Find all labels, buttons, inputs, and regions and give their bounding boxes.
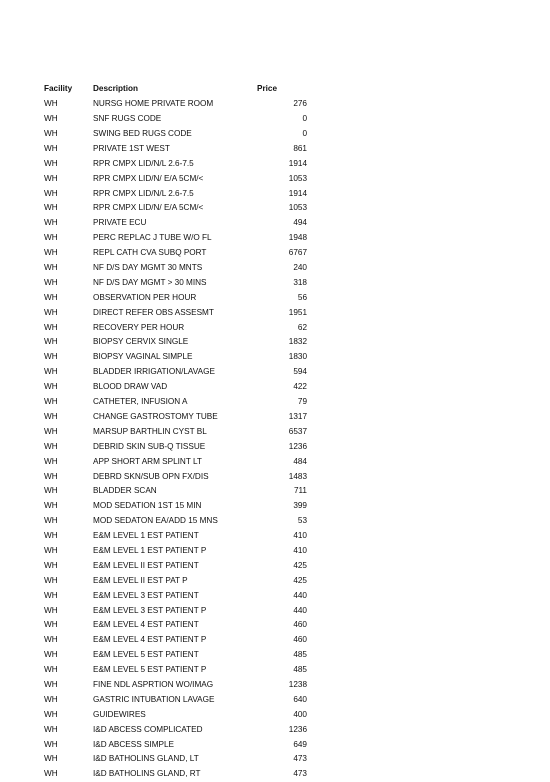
price-cell: 1053 — [288, 203, 307, 213]
price-cell: 1236 — [288, 724, 307, 734]
price-cell: 473 — [293, 754, 307, 764]
table-row — [44, 603, 307, 618]
table-row — [44, 290, 307, 305]
table-row — [44, 305, 307, 320]
description-cell: E&M LEVEL 4 EST PATIENT P — [93, 635, 207, 645]
price-header: Price — [257, 84, 278, 94]
table-row — [44, 231, 307, 246]
table-row — [44, 186, 307, 201]
description-cell: APP SHORT ARM SPLINT LT — [93, 456, 202, 466]
description-cell: E&M LEVEL 3 EST PATIENT — [93, 590, 199, 600]
facility-cell: WH — [44, 501, 58, 511]
facility-cell: WH — [44, 709, 58, 719]
price-cell: 6537 — [288, 426, 307, 436]
facility-cell: WH — [44, 263, 58, 273]
table-row — [44, 127, 307, 142]
price-cell: 484 — [293, 456, 307, 466]
price-table — [44, 82, 307, 782]
facility-cell: WH — [44, 531, 58, 541]
price-cell: 440 — [293, 590, 307, 600]
price-cell: 410 — [293, 531, 307, 541]
price-cell: 53 — [297, 516, 307, 526]
price-cell: 1236 — [288, 441, 307, 451]
description-cell: MOD SEDATON EA/ADD 15 MNS — [93, 516, 218, 526]
table-row — [44, 439, 307, 454]
price-cell: 79 — [297, 397, 307, 407]
facility-cell: WH — [44, 99, 58, 109]
description-header: Description — [93, 84, 139, 94]
table-row — [44, 544, 307, 559]
facility-cell: WH — [44, 754, 58, 764]
table-row — [44, 276, 307, 291]
price-cell: 6767 — [288, 248, 307, 258]
table-row — [44, 559, 307, 574]
facility-cell: WH — [44, 397, 58, 407]
table-row — [44, 693, 307, 708]
facility-cell: WH — [44, 411, 58, 421]
description-cell: SNF RUGS CODE — [93, 114, 162, 124]
facility-cell: WH — [44, 575, 58, 585]
price-cell: 460 — [293, 620, 307, 630]
facility-header: Facility — [44, 84, 73, 94]
facility-cell: WH — [44, 129, 58, 139]
description-cell: PERC REPLAC J TUBE W/O FL — [93, 233, 212, 243]
description-cell: NF D/S DAY MGMT 30 MNTS — [93, 263, 203, 273]
description-cell: RPR CMPX LID/N/ E/A 5CM/< — [93, 203, 204, 213]
facility-cell: WH — [44, 545, 58, 555]
table-row — [44, 142, 307, 157]
table-row — [44, 424, 307, 439]
description-cell: MARSUP BARTHLIN CYST BL — [93, 426, 207, 436]
description-cell: GASTRIC INTUBATION LAVAGE — [93, 694, 215, 704]
price-cell: 440 — [293, 605, 307, 615]
price-cell: 400 — [293, 709, 307, 719]
description-cell: SWING BED RUGS CODE — [93, 129, 192, 139]
description-cell: I&D ABCESS SIMPLE — [93, 739, 174, 749]
description-cell: PRIVATE ECU — [93, 218, 147, 228]
table-row — [44, 752, 307, 767]
description-cell: CHANGE GASTROSTOMY TUBE — [93, 411, 218, 421]
table-row — [44, 529, 307, 544]
price-cell: 56 — [297, 292, 307, 302]
facility-cell: WH — [44, 635, 58, 645]
price-cell: 1914 — [288, 158, 307, 168]
table-row — [44, 380, 307, 395]
description-cell: RPR CMPX LID/N/L 2.6-7.5 — [93, 158, 194, 168]
facility-cell: WH — [44, 679, 58, 689]
table-row — [44, 454, 307, 469]
price-cell: 422 — [293, 382, 307, 392]
price-cell: 0 — [302, 129, 307, 139]
price-cell: 1914 — [288, 188, 307, 198]
facility-cell: WH — [44, 173, 58, 183]
table-row — [44, 573, 307, 588]
price-cell: 640 — [293, 694, 307, 704]
facility-cell: WH — [44, 486, 58, 496]
facility-cell: WH — [44, 739, 58, 749]
description-cell: OBSERVATION PER HOUR — [93, 292, 197, 302]
price-cell: 1238 — [288, 679, 307, 689]
facility-cell: WH — [44, 620, 58, 630]
facility-cell: WH — [44, 590, 58, 600]
price-cell: 62 — [297, 322, 307, 332]
facility-cell: WH — [44, 605, 58, 615]
table-row — [44, 737, 307, 752]
price-cell: 594 — [293, 367, 307, 377]
price-cell: 318 — [293, 277, 307, 287]
price-cell: 1317 — [288, 411, 307, 421]
table-row — [44, 588, 307, 603]
description-cell: E&M LEVEL 3 EST PATIENT P — [93, 605, 207, 615]
price-cell: 240 — [293, 263, 307, 273]
facility-cell: WH — [44, 352, 58, 362]
table-row — [44, 633, 307, 648]
description-cell: NURSG HOME PRIVATE ROOM — [93, 99, 214, 109]
price-cell: 1948 — [288, 233, 307, 243]
price-cell: 460 — [293, 635, 307, 645]
table-row — [44, 499, 307, 514]
description-cell: I&D BATHOLINS GLAND, RT — [93, 769, 201, 779]
facility-cell: WH — [44, 724, 58, 734]
description-cell: E&M LEVEL 5 EST PATIENT — [93, 650, 199, 660]
price-cell: 1483 — [288, 471, 307, 481]
table-row — [44, 484, 307, 499]
price-cell: 276 — [293, 99, 307, 109]
facility-cell: WH — [44, 143, 58, 153]
price-cell: 0 — [302, 114, 307, 124]
description-cell: E&M LEVEL 4 EST PATIENT — [93, 620, 199, 630]
description-cell: BIOPSY CERVIX SINGLE — [93, 337, 189, 347]
header-row — [44, 82, 307, 97]
table-row — [44, 395, 307, 410]
table-row — [44, 112, 307, 127]
table-row — [44, 707, 307, 722]
table-row — [44, 648, 307, 663]
facility-cell: WH — [44, 694, 58, 704]
facility-cell: WH — [44, 516, 58, 526]
table-row — [44, 246, 307, 261]
description-cell: RECOVERY PER HOUR — [93, 322, 185, 332]
facility-cell: WH — [44, 158, 58, 168]
table-row — [44, 722, 307, 737]
facility-cell: WH — [44, 322, 58, 332]
description-cell: MOD SEDATION 1ST 15 MIN — [93, 501, 202, 511]
description-cell: DIRECT REFER OBS ASSESMT — [93, 307, 214, 317]
facility-cell: WH — [44, 665, 58, 675]
price-cell: 649 — [293, 739, 307, 749]
description-cell: FINE NDL ASPRTION WO/IMAG — [93, 679, 214, 689]
facility-cell: WH — [44, 471, 58, 481]
description-cell: PRIVATE 1ST WEST — [93, 143, 170, 153]
table-row — [44, 335, 307, 350]
description-cell: I&D BATHOLINS GLAND, LT — [93, 754, 199, 764]
description-cell: RPR CMPX LID/N/L 2.6-7.5 — [93, 188, 194, 198]
price-cell: 1951 — [288, 307, 307, 317]
description-cell: RPR CMPX LID/N/ E/A 5CM/< — [93, 173, 204, 183]
facility-cell: WH — [44, 292, 58, 302]
price-cell: 425 — [293, 575, 307, 585]
facility-cell: WH — [44, 367, 58, 377]
description-cell: CATHETER, INFUSION A — [93, 397, 188, 407]
facility-cell: WH — [44, 114, 58, 124]
table-row — [44, 767, 307, 782]
facility-cell: WH — [44, 560, 58, 570]
description-cell: REPL CATH CVA SUBQ PORT — [93, 248, 207, 258]
table-row — [44, 514, 307, 529]
description-cell: E&M LEVEL II EST PAT P — [93, 575, 188, 585]
facility-cell: WH — [44, 650, 58, 660]
description-cell: E&M LEVEL 1 EST PATIENT P — [93, 545, 207, 555]
table-row — [44, 365, 307, 380]
table-row — [44, 678, 307, 693]
price-cell: 425 — [293, 560, 307, 570]
price-cell: 410 — [293, 545, 307, 555]
description-cell: BLOOD DRAW VAD — [93, 382, 168, 392]
facility-cell: WH — [44, 456, 58, 466]
price-cell: 399 — [293, 501, 307, 511]
table-row — [44, 261, 307, 276]
table-row — [44, 469, 307, 484]
table-row — [44, 97, 307, 112]
description-cell: BIOPSY VAGINAL SIMPLE — [93, 352, 193, 362]
description-cell: NF D/S DAY MGMT > 30 MINS — [93, 277, 207, 287]
facility-cell: WH — [44, 307, 58, 317]
facility-cell: WH — [44, 233, 58, 243]
facility-cell: WH — [44, 248, 58, 258]
facility-cell: WH — [44, 769, 58, 779]
table-row — [44, 320, 307, 335]
table-row — [44, 350, 307, 365]
price-cell: 861 — [293, 143, 307, 153]
description-cell: DEBRID SKIN SUB-Q TISSUE — [93, 441, 206, 451]
description-cell: BLADDER SCAN — [93, 486, 157, 496]
description-cell: E&M LEVEL 5 EST PATIENT P — [93, 665, 207, 675]
table-row — [44, 201, 307, 216]
price-cell: 1830 — [288, 352, 307, 362]
price-cell: 485 — [293, 650, 307, 660]
facility-cell: WH — [44, 337, 58, 347]
table-row — [44, 171, 307, 186]
facility-cell: WH — [44, 218, 58, 228]
table-row — [44, 663, 307, 678]
price-cell: 1053 — [288, 173, 307, 183]
price-cell: 1832 — [288, 337, 307, 347]
table-row — [44, 618, 307, 633]
table-row — [44, 216, 307, 231]
table-row — [44, 410, 307, 425]
price-cell: 485 — [293, 665, 307, 675]
description-cell: I&D ABCESS COMPLICATED — [93, 724, 203, 734]
price-cell: 494 — [293, 218, 307, 228]
description-cell: BLADDER IRRIGATION/LAVAGE — [93, 367, 215, 377]
facility-cell: WH — [44, 441, 58, 451]
price-cell: 473 — [293, 769, 307, 779]
table-body — [44, 97, 307, 782]
facility-cell: WH — [44, 188, 58, 198]
facility-cell: WH — [44, 426, 58, 436]
description-cell: E&M LEVEL II EST PATIENT — [93, 560, 199, 570]
facility-cell: WH — [44, 382, 58, 392]
description-cell: DEBRD SKN/SUB OPN FX/DIS — [93, 471, 209, 481]
price-cell: 711 — [293, 486, 307, 496]
table-row — [44, 156, 307, 171]
facility-cell: WH — [44, 203, 58, 213]
description-cell: E&M LEVEL 1 EST PATIENT — [93, 531, 199, 541]
facility-cell: WH — [44, 277, 58, 287]
description-cell: GUIDEWIRES — [93, 709, 146, 719]
